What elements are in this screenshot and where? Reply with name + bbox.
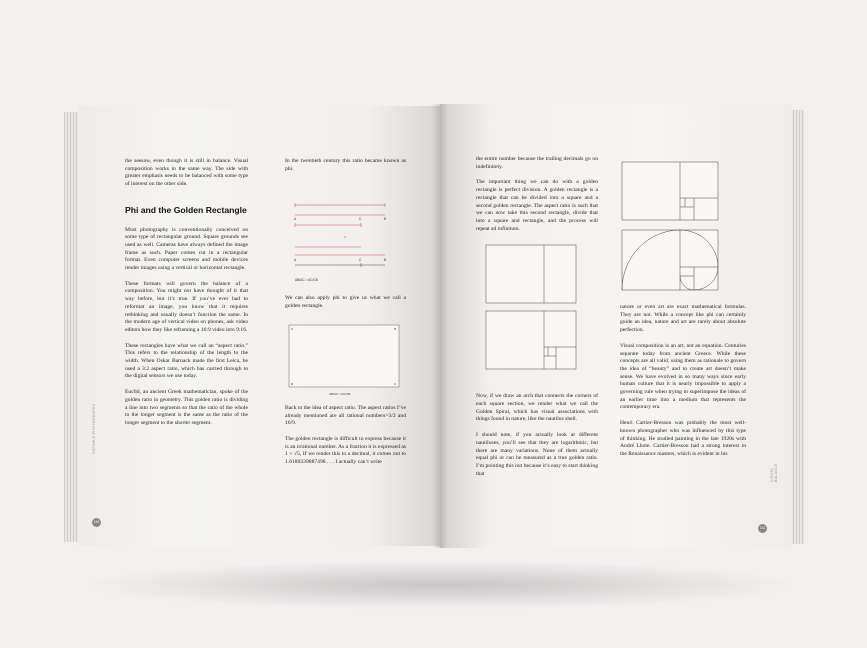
label-b: B: [384, 258, 387, 263]
label-a: A: [291, 326, 294, 331]
label-b: B: [394, 326, 397, 331]
label-a: A: [294, 217, 297, 222]
book-gutter: [432, 104, 448, 548]
right-page: [440, 104, 792, 548]
right-page-column-1: [476, 156, 598, 486]
golden-rectangle: [289, 325, 399, 387]
label-d: D: [291, 381, 294, 386]
page-number: 110: [92, 518, 101, 527]
label-c: C: [394, 381, 397, 386]
paragraph: These rectangles have what we call an “aspect ratio.” This refers to the relationship of the length to the width. When Oskar Barnack made the first Leica, he used a 3:2 aspect ratio, which has carried through to the digital sensors we use today.: [125, 342, 248, 380]
golden-rectangle-diagram: [285, 319, 406, 399]
paragraph: Visual composition is an art, not an equation. Centuries separate today from ancient Greece. While these concepts are all valid, using them as rationale to govern the idea of “beauty” and to create art doesn’t make sense. We have evolved in so many ways since early human culture that it is nearly impossible to apply a governing rule when trying to superimpose the ideas of an earlier time into a medium that represents the contemporary era.: [620, 342, 746, 411]
running-head: NOTABLE PHOTOGRAPHS: [92, 403, 96, 454]
paragraph: The important thing we can do with a golden rectangle is perfect division. A golden rectangle is a rectangle that can be divided into a square and a second golden rectangle. The aspect ratio is such that we can now take this second rectangle, divide that into a square and rectangle, and the process will repeat ad infinitum.: [476, 179, 598, 232]
golden-rectangle-subdivided: [486, 311, 576, 369]
paragraph: In the twentieth century this ratio became known as phi.: [285, 158, 406, 172]
running-head: VISUAL BALANCE: [770, 463, 778, 482]
left-page-column-1: [125, 158, 248, 436]
golden-rectangle: [622, 162, 718, 220]
golden-rectangle-divisions-diagram: [476, 243, 598, 385]
paragraph: The golden rectangle is difficult to express because it is an irrational number. As a fraction it is expressed as 1 + √5, If we render this to a decimal, it comes out to 1.6180339887498 . . . I actually can’t write: [285, 435, 407, 466]
paragraph: the seesaw, even though it is still in balance. Visual composition works in the same way. The side with greater emphasis needs to be balanced with some type of interest on the other side.: [125, 158, 248, 188]
paragraph: Back to the idea of aspect ratio. The aspect ratios I’ve already mentioned are all rational numbers=3/2 and 16/9.: [285, 404, 406, 427]
page-number: 111: [758, 524, 767, 533]
paragraph: I should note, if you actually look at different nautiluses, you’ll see that they are logarithmic, but there are many variations. None of them actually equal phi or can be measured as a true golden ratio. I’m pointing this out because it’s easy to start thinking that: [476, 432, 598, 477]
label-a: A: [294, 258, 297, 263]
section-heading: Phi and the Golden Rectangle: [125, 204, 247, 215]
paragraph: nature or even art are exact mathematical formulas. They are not. While a concept like phi can certainly guide an idea, nature and art are rarely about absolute perfection.: [620, 304, 746, 334]
paragraph: Now, if we draw an arch that connects the corners of each square section, we render what we call the Golden Spiral, which has visual associations with things found in nature, like the nautilus shell.: [476, 393, 598, 423]
paragraph: We can also apply phi to give us what we call a golden rectangle.: [285, 295, 406, 310]
golden-rectangle: [486, 245, 576, 303]
left-page: [78, 106, 440, 546]
left-page-column-2: [285, 158, 406, 475]
paragraph: These formats will govern the balance of a composition. You might not have thought of it that way before, but it’s true. If you’ve ever had to reformat an image, you know that it requires rethinking and usually doesn’t function the same. In the modern age of vertical video on phones, ask video editors how they like reframing a 16:9 video into 9:16.: [125, 280, 248, 333]
paragraph: Euclid, an ancient Greek mathematician, spoke of the golden ratio in geometry. This golden ratio is dividing a line into two segments so that the ratio of the whole to the longer segment is the same as the ratio of the longer segment to the shorter segment.: [125, 389, 248, 426]
golden-ratio-line-diagram: [285, 181, 406, 289]
right-page-column-2: [620, 156, 746, 467]
label-c: C: [359, 258, 362, 263]
golden-rectangle-with-spiral: [622, 230, 718, 290]
paragraph: Most photography is conventionally conceived on some type of rectangular ground. Square grounds see used as well. Cameras have always defined the image frame as such. Paper comes cut in a rectangular format. Even computer screens and mobile devices render images using a vertical or horizontal rectangle.: [125, 226, 248, 272]
diagram-caption: AB/AC = AC/CB: [329, 391, 351, 396]
label-c: C: [359, 217, 362, 222]
paragraph: the entire number because the trailing decimals go on indefinitely.: [476, 156, 598, 170]
diagram-caption: AB/AC = AC/CB: [295, 278, 318, 283]
paragraph: Henri Cartier-Bresson was probably the most well-known photographer who was influenced by this type of thinking. He studied painting in the late 1920s with André Lhote. Cartier-Bresson had a strong interest in the Renaissance masters, which is evident in his: [620, 420, 746, 457]
label-b: B: [384, 217, 387, 222]
golden-spiral-diagram: [620, 158, 746, 296]
